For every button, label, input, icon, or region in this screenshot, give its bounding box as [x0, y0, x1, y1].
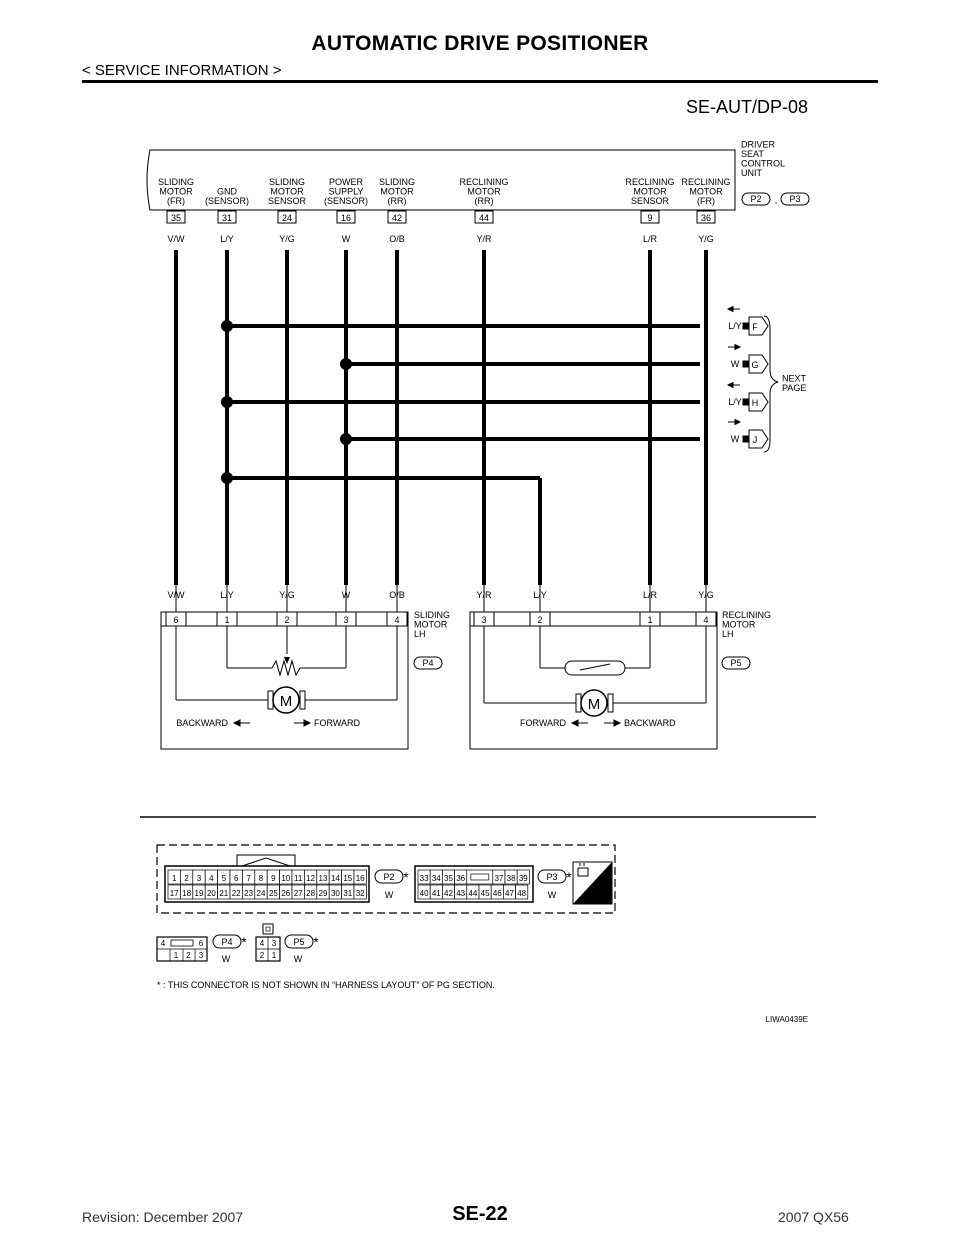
reclining-motor-name: MOTOR: [722, 619, 756, 630]
sliding-dir-right: FORWARD: [314, 718, 360, 728]
terminal-label-24: MOTOR: [270, 186, 304, 197]
next-page-terminal: [743, 323, 749, 329]
p3-color: W: [547, 890, 557, 900]
p5-asterisk: *: [313, 934, 319, 950]
p3-pin-43: 43: [456, 889, 466, 898]
p3-pin-42: 42: [444, 889, 453, 898]
p3-pin-45: 45: [480, 889, 490, 898]
p2-pin-2: 2: [184, 874, 189, 883]
wire-color-bottom-reclining: Y/G: [698, 590, 714, 600]
terminal-label-16: (SENSOR): [323, 196, 369, 206]
reclining-dir-right: BACKWARD: [624, 718, 676, 728]
p2-pin-9: 9: [271, 874, 276, 883]
next-page-label: NEXT: [782, 373, 807, 384]
terminal-label-36: (FR): [697, 196, 715, 206]
terminal-label-9: RECLINING: [625, 177, 675, 187]
p5-latch-inner: [266, 927, 270, 931]
p2-pin-28: 28: [306, 889, 316, 898]
terminal-label-44: (RR): [474, 196, 494, 206]
p5-pin-2: 2: [259, 951, 265, 960]
next-page-letter-F: F: [752, 322, 758, 332]
p4-pin-4: 4: [160, 939, 166, 948]
hs-label: H.S.: [587, 892, 607, 903]
hs-connector-icon: [578, 863, 588, 876]
p2-pin-21: 21: [219, 889, 229, 898]
diagram-code: SE-AUT/DP-08: [685, 97, 808, 117]
terminal-label-35: SLIDING: [157, 177, 195, 187]
terminal-pin-35: 35: [170, 213, 182, 223]
next-page-terminal: [743, 399, 749, 405]
p2-pin-13: 13: [318, 874, 328, 883]
connector-pill-p3-label: P3: [789, 194, 801, 204]
p3-pin-36: 36: [456, 874, 466, 883]
reclining-pin-2: 2: [537, 615, 543, 625]
p2-pin-23: 23: [244, 889, 254, 898]
terminal-label-31: (SENSOR): [204, 196, 250, 206]
p2-pin-25: 25: [268, 889, 278, 898]
sliding-pin-6: 6: [173, 615, 179, 625]
terminal-pin-36: 36: [700, 213, 712, 223]
p4-pin-6: 6: [198, 939, 204, 948]
terminal-pin-44: 44: [478, 213, 490, 223]
p2-pin-27: 27: [293, 889, 303, 898]
sliding-motor-letter: M: [279, 693, 293, 710]
control-unit-name: UNIT: [741, 168, 762, 178]
p2-pin-14: 14: [330, 874, 340, 883]
motor-brush-right: [608, 694, 613, 712]
p5-color: W: [293, 954, 303, 964]
reclining-motor-letter: M: [587, 696, 601, 713]
connector-view-p3-label-label: P3: [546, 872, 558, 882]
next-page-wire-color: L/Y: [728, 397, 742, 407]
terminal-label-36: RECLINING: [681, 177, 731, 187]
terminal-label-44: RECLINING: [459, 177, 509, 187]
p2-asterisk: *: [403, 869, 409, 885]
terminal-pin-31: 31: [221, 213, 233, 223]
footer-model: 2007 QX56: [778, 1209, 849, 1225]
page-title: AUTOMATIC DRIVE POSITIONER: [311, 32, 649, 55]
wire-color-top-24: Y/G: [279, 234, 295, 244]
arrow-right-icon: [294, 720, 310, 726]
wire-color-bottom-sliding: Y/G: [279, 590, 295, 600]
p2-pin-6: 6: [233, 874, 239, 883]
next-page-wire-color: W: [730, 359, 740, 369]
signal-arrow-right-icon: [728, 345, 740, 350]
p2-pin-17: 17: [169, 889, 179, 898]
p2-pin-10: 10: [281, 874, 291, 883]
p3-pin-47: 47: [505, 889, 514, 898]
p3-pin-38: 38: [506, 874, 516, 883]
terminal-label-35: (FR): [167, 196, 185, 206]
wire-color-bottom-sliding: V/W: [167, 590, 185, 600]
p2-pin-31: 31: [343, 889, 353, 898]
control-unit-name: DRIVER: [741, 139, 776, 150]
p2-pin-19: 19: [194, 889, 204, 898]
wire-color-top-9: L/R: [642, 234, 658, 244]
wire-color-top-31: L/Y: [220, 234, 234, 244]
p2-latch-ridge: [242, 858, 290, 866]
p3-pin-44: 44: [468, 889, 478, 898]
next-page-letter-J: J: [752, 435, 758, 445]
wire-color-top-44: Y/R: [476, 234, 492, 244]
p2-pin-30: 30: [330, 889, 340, 898]
signal-arrow-left-icon: [728, 383, 740, 388]
p5-pin-1: 1: [271, 951, 277, 960]
terminal-label-42: SLIDING: [378, 177, 416, 187]
footer-page-number: SE-22: [452, 1203, 508, 1225]
p2-pin-24: 24: [256, 889, 266, 898]
p2-pin-20: 20: [206, 889, 216, 898]
wire-color-bottom-reclining: L/Y: [533, 590, 547, 600]
p3-pin-35: 35: [444, 874, 453, 883]
motor-brush-right: [300, 691, 305, 709]
reclining-motor-name: LH: [722, 629, 734, 639]
p3-pin-33: 33: [419, 874, 429, 883]
splice-dot: [221, 472, 233, 484]
control-unit-name: SEAT: [741, 149, 764, 159]
p2-pin-7: 7: [246, 874, 251, 883]
wire-color-bottom-sliding: L/Y: [220, 590, 234, 600]
connector-view-p2-label-label: P2: [383, 872, 395, 882]
terminal-label-9: MOTOR: [633, 186, 667, 197]
connector-pill-p4-label: P4: [422, 658, 434, 668]
p3-pin-34: 34: [431, 874, 441, 883]
arrow-left-icon: [572, 720, 588, 726]
p3-pin-46: 46: [492, 889, 502, 898]
terminal-label-16: POWER: [328, 177, 364, 187]
reclining-motor-connector-strip: [470, 612, 717, 626]
p2-color: W: [384, 890, 394, 900]
terminal-label-44: MOTOR: [467, 186, 501, 197]
p3-key-slot: [471, 874, 489, 880]
sliding-motor-name: SLIDING: [414, 610, 451, 620]
terminal-label-36: MOTOR: [689, 186, 723, 197]
wire-color-bottom-sliding: O/B: [389, 590, 405, 600]
next-page-wire-color: L/Y: [728, 321, 742, 331]
p2-pin-26: 26: [281, 889, 291, 898]
p2-pin-12: 12: [306, 874, 316, 883]
terminal-pin-24: 24: [281, 213, 293, 223]
p2-pin-22: 22: [231, 889, 241, 898]
reclining-pin-4: 4: [703, 615, 709, 625]
figure-id: LIWA0439E: [765, 1015, 808, 1024]
p4-key: [171, 940, 193, 946]
p4-color: W: [221, 954, 231, 964]
connector-pill-p2-label: P2: [750, 194, 762, 204]
sliding-pin-1: 1: [224, 615, 230, 625]
p3-pin-48: 48: [517, 889, 527, 898]
p4-pin-1: 1: [173, 951, 179, 960]
control-unit-name: CONTROL: [741, 158, 786, 169]
sliding-dir-left: BACKWARD: [176, 718, 228, 728]
sliding-motor-name: MOTOR: [414, 619, 448, 630]
wire-color-top-42: O/B: [389, 234, 405, 244]
connector-separator: ,: [774, 195, 778, 205]
splice-dot: [221, 320, 233, 332]
sliding-pin-2: 2: [284, 615, 290, 625]
splice-dot: [221, 396, 233, 408]
terminal-label-9: SENSOR: [630, 196, 670, 206]
p2-pin-32: 32: [355, 889, 365, 898]
sliding-pin-3: 3: [343, 615, 349, 625]
section-name: < SERVICE INFORMATION >: [82, 62, 282, 79]
p2-pin-15: 15: [343, 874, 353, 883]
p4-pin-3: 3: [198, 951, 204, 960]
wire-color-bottom-reclining: Y/R: [476, 590, 492, 600]
terminal-label-24: SENSOR: [267, 196, 307, 206]
next-page-letter-G: G: [751, 360, 759, 370]
p2-pin-8: 8: [258, 874, 264, 883]
wire-color-bottom-sliding: W: [341, 590, 351, 600]
reclining-dir-left: FORWARD: [520, 718, 566, 728]
p2-pin-16: 16: [355, 874, 365, 883]
terminal-label-35: MOTOR: [159, 186, 193, 197]
reclining-pin-3: 3: [481, 615, 487, 625]
sliding-motor-name: LH: [414, 629, 426, 639]
terminal-pin-42: 42: [391, 213, 403, 223]
p2-pin-5: 5: [221, 874, 227, 883]
next-page-wire-color: W: [730, 434, 740, 444]
p2-pin-29: 29: [318, 889, 328, 898]
arrow-left-icon: [234, 720, 250, 726]
connector-view-p5-label-label: P5: [293, 937, 305, 947]
arrow-right-icon: [604, 720, 620, 726]
p5-pin-3: 3: [271, 939, 277, 948]
next-page-brace: [764, 316, 778, 452]
terminal-pin-16: 16: [340, 213, 352, 223]
p2-pin-11: 11: [294, 874, 303, 883]
p4-pin-2: 2: [186, 951, 191, 960]
p3-pin-39: 39: [518, 874, 528, 883]
reclining-motor-name: RECLINING: [722, 610, 772, 620]
connector-pill-p5-label: P5: [730, 658, 742, 668]
p5-pin-4: 4: [259, 939, 265, 948]
wire-color-top-35: V/W: [167, 234, 185, 244]
signal-arrow-right-icon: [728, 420, 740, 425]
wire-color-bottom-reclining: L/R: [642, 590, 658, 600]
p2-pin-3: 3: [196, 874, 202, 883]
terminal-label-24: SLIDING: [268, 177, 306, 187]
next-page-letter-H: H: [751, 398, 759, 408]
footer-revision: Revision: December 2007: [82, 1209, 244, 1225]
reclining-pin-1: 1: [647, 615, 653, 625]
terminal-label-16: SUPPLY: [328, 186, 364, 197]
signal-arrow-left-icon: [728, 307, 740, 312]
p3-pin-40: 40: [419, 889, 429, 898]
terminal-label-42: MOTOR: [380, 186, 414, 197]
next-page-terminal: [743, 436, 749, 442]
connector-view-p4-label-label: P4: [221, 937, 233, 947]
resistor-icon: [272, 661, 300, 675]
terminal-label-42: (RR): [387, 196, 407, 206]
wire-color-top-16: W: [341, 234, 351, 244]
p2-pin-4: 4: [209, 874, 214, 883]
sensor-switch-icon: [565, 661, 625, 675]
p2-pin-1: 1: [171, 874, 177, 883]
next-page-terminal: [743, 361, 749, 367]
terminal-label-31: GND: [217, 186, 237, 197]
terminal-pin-9: 9: [647, 213, 653, 223]
splice-dot: [340, 358, 352, 370]
reclining-motor-box: [470, 626, 717, 749]
p3-pin-41: 41: [431, 889, 441, 898]
p3-pin-37: 37: [494, 874, 504, 883]
connector-footnote: * : THIS CONNECTOR IS NOT SHOWN IN “HARNESS LAYOUT” OF PG SECTION.: [157, 980, 495, 990]
p4-asterisk: *: [241, 934, 247, 950]
p3-asterisk: *: [566, 869, 572, 885]
p2-pin-18: 18: [182, 889, 192, 898]
next-page-label: PAGE: [782, 383, 807, 393]
wire-color-top-36: Y/G: [698, 234, 714, 244]
sliding-pin-4: 4: [394, 615, 400, 625]
splice-dot: [340, 433, 352, 445]
